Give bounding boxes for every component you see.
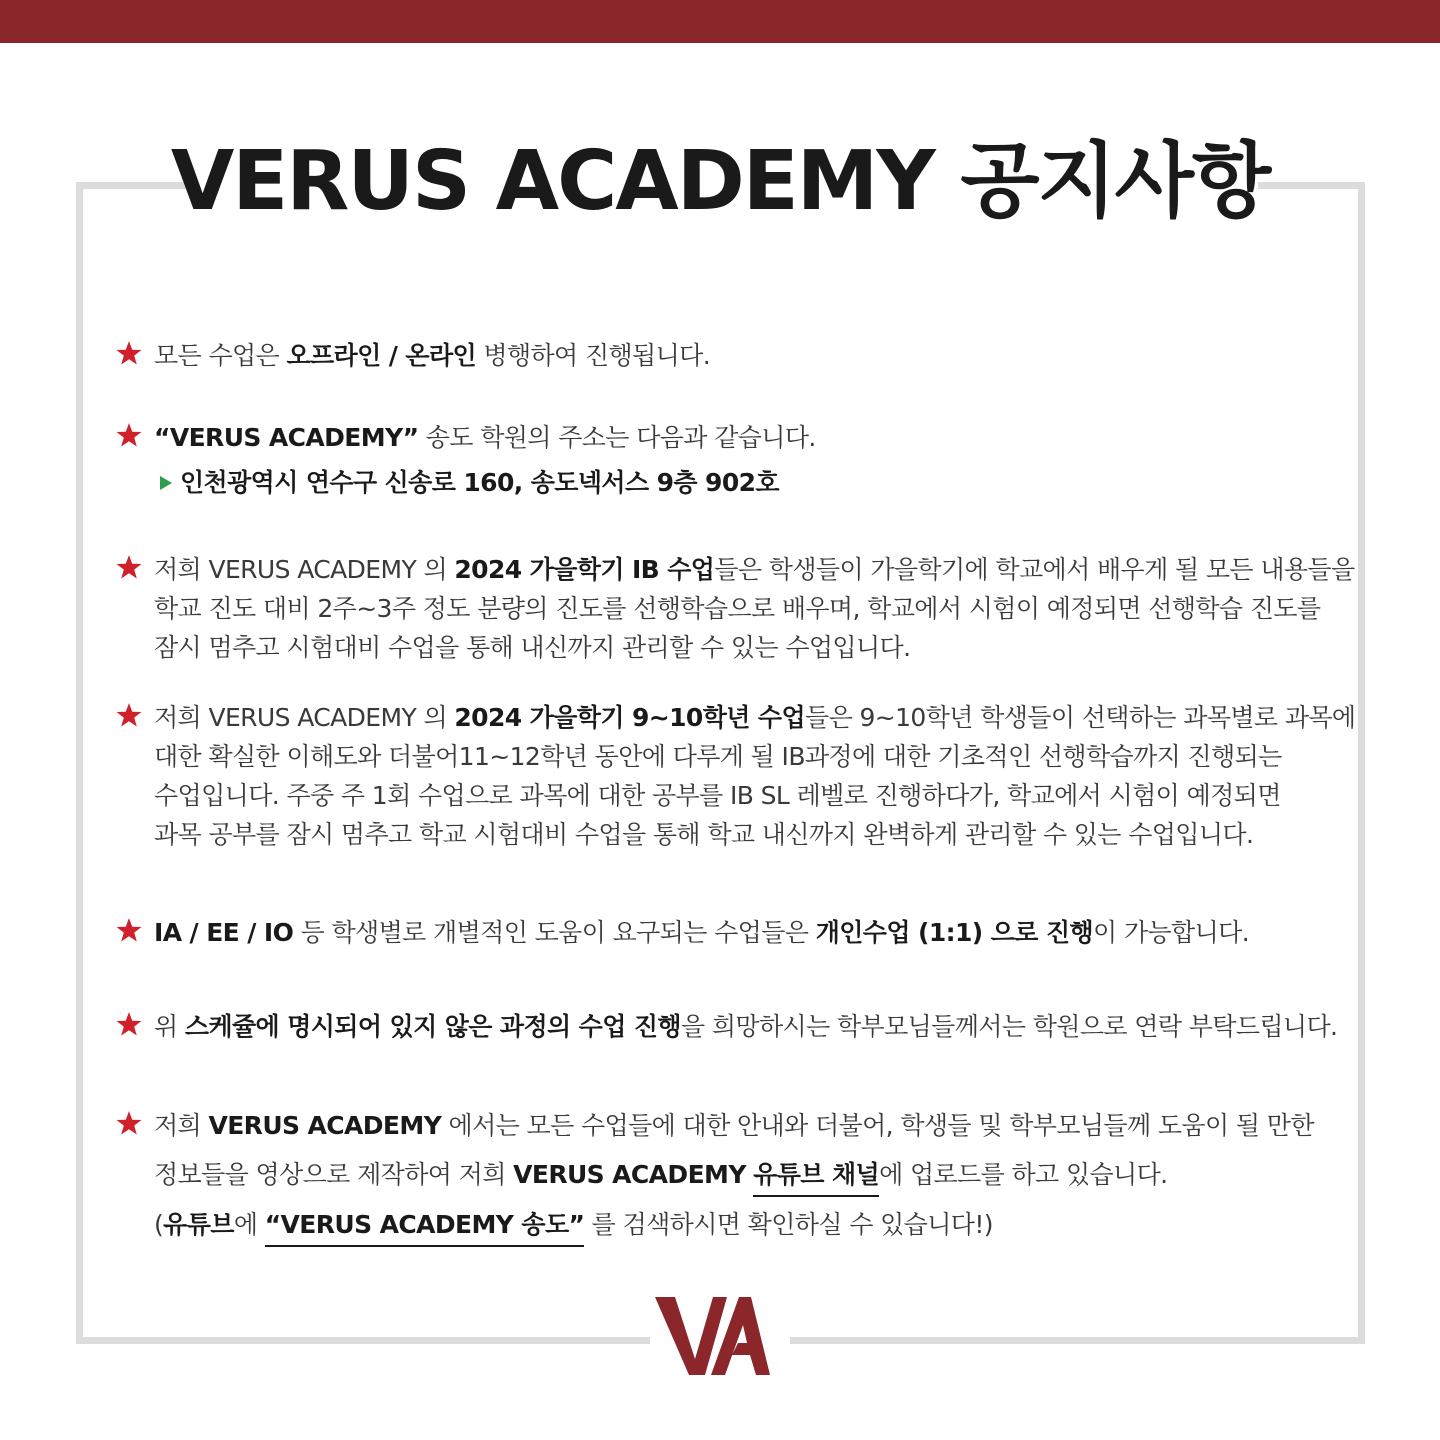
top-brand-bar (0, 0, 1440, 43)
notice-text: 저희 VERUS ACADEMY 의 (154, 555, 455, 584)
star-icon (116, 422, 142, 448)
star-icon (116, 1110, 142, 1136)
notice-highlight: 개인수업 (1:1) 으로 진행 (815, 918, 1094, 947)
academy-name: VERUS ACADEMY (208, 1111, 442, 1140)
notice-text: 에서는 모든 수업들에 대한 안내와 더불어, 학생들 및 학부모님들께 도움이 될 만한 (441, 1111, 1314, 1140)
notice-text: 를 검색하시면 확인하실 수 있습니다!) (584, 1210, 993, 1239)
notice-text: 대한 확실한 이해도와 더불어11~12학년 동안에 다루게 될 IB과정에 대한 기초적인 선행학습까지 진행되는 (154, 742, 1282, 771)
notice-highlight: 오프라인 / 온라인 (286, 341, 477, 370)
notice-text: 병행하여 진행됩니다. (476, 341, 711, 370)
star-icon (116, 340, 142, 366)
academy-name: “VERUS ACADEMY” (154, 423, 419, 452)
notice-text: 수업입니다. 주중 주 1회 수업으로 과목에 대한 공부를 IB SL 레벨로 진행하다가, 학교에서 시험이 예정되면 (154, 781, 1281, 810)
notice-text: 과목 공부를 잠시 멈추고 학교 시험대비 수업을 통해 학교 내신까지 완벽하게 관리할 수 있는 수업입니다. (154, 820, 1254, 849)
notice-text: 저희 (154, 1111, 209, 1140)
notice-highlight: IA / EE / IO (154, 918, 294, 947)
notice-text: ( (154, 1210, 164, 1239)
youtube-channel-link[interactable]: 유튜브 채널 (753, 1160, 879, 1197)
notice-text: 정보들을 영상으로 제작하여 저희 (154, 1160, 514, 1189)
academy-name: VERUS ACADEMY (513, 1160, 746, 1189)
academy-address: 인천광역시 연수구 신송로 160, 송도넥서스 9층 902호 (180, 468, 779, 497)
star-icon (116, 917, 142, 943)
youtube-search-term[interactable]: “VERUS ACADEMY 송도” (265, 1210, 585, 1247)
notice-text: 모든 수업은 (154, 341, 287, 370)
notice-highlight: 스케쥴에 명시되어 있지 않은 과정의 수업 진행 (184, 1012, 681, 1041)
notice-text: 학교 진도 대비 2주~3주 정도 분량의 진도를 선행학습으로 배우며, 학교에서 시험이 예정되면 선행학습 진도를 (154, 594, 1321, 623)
notice-text: 들은 9~10학년 학생들이 선택하는 과목별로 과목에 (805, 703, 1356, 732)
notice-text: 저희 VERUS ACADEMY 의 (154, 703, 455, 732)
arrow-right-icon (160, 476, 172, 490)
notice-highlight: 2024 가을학기 IB 수업 (454, 555, 715, 584)
notice-text: 을 희망하시는 학부모님들께서는 학원으로 연락 부탁드립니다. (680, 1012, 1338, 1041)
star-icon (116, 1011, 142, 1037)
notice-text: 송도 학원의 주소는 다음과 같습니다. (418, 423, 816, 452)
notice-text: 이 가능합니다. (1093, 918, 1250, 947)
notice-text: 에 (233, 1210, 265, 1239)
notice-text: 들은 학생들이 가을학기에 학교에서 배우게 될 모든 내용들을 (714, 555, 1355, 584)
va-logo (655, 1297, 770, 1382)
notice-text: 등 학생별로 개별적인 도움이 요구되는 수업들은 (293, 918, 816, 947)
star-icon (116, 702, 142, 728)
notice-text: 위 (154, 1012, 185, 1041)
notice-text: 잠시 멈추고 시험대비 수업을 통해 내신까지 관리할 수 있는 수업입니다. (154, 633, 911, 662)
star-icon (116, 554, 142, 580)
notice-highlight: 2024 가을학기 9~10학년 수업 (454, 703, 806, 732)
page-title: VERUS ACADEMY 공지사항 (170, 134, 1270, 229)
notice-text: 에 업로드를 하고 있습니다. (879, 1160, 1168, 1189)
notice-highlight: 유튜브 (163, 1210, 234, 1239)
